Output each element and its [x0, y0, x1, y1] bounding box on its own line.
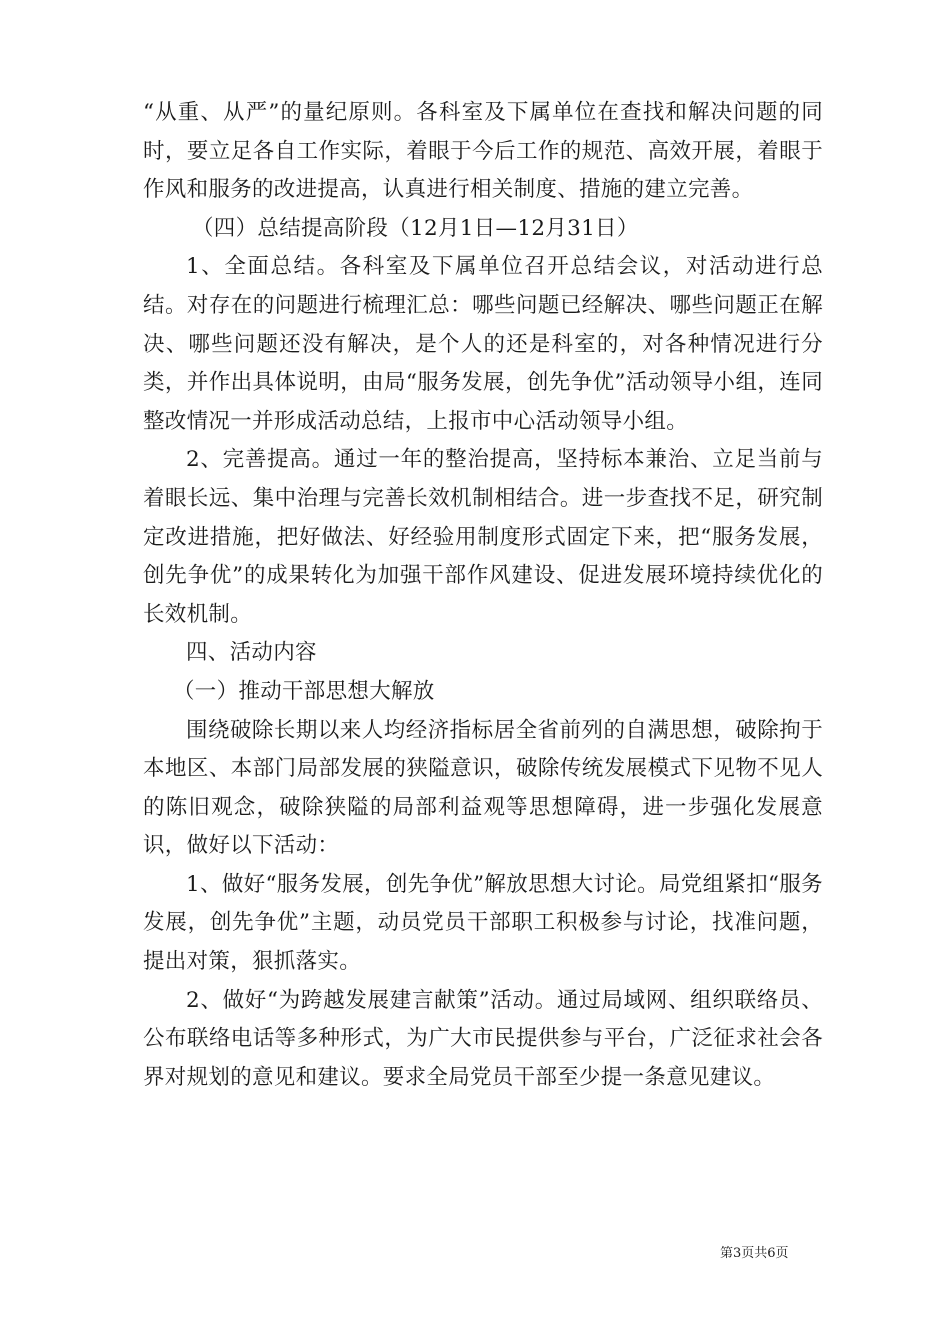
paragraph-suggestion-activity: 2、做好“为跨越发展建言献策”活动。通过局域网、组织联络员、公布联络电话等多种形式，为广大市民提供参与平台，广泛征求社会各界对规划的意见和建议。要求全局党员干部至少提一条意见建议。 [143, 987, 823, 1090]
section-heading-activity-content: 四、活动内容 [186, 640, 317, 666]
subsection-heading-thought-liberation: （一）推动干部思想大解放 [173, 678, 435, 704]
paragraph-comprehensive-summary: 1、全面总结。各科室及下属单位召开总结会议，对活动进行总结。对存在的问题进行梳理汇总：哪些问题已经解决、哪些问题正在解决、哪些问题还没有解决，是个人的还是科室的，对各种情况进行分类，并作出具体说明，由局“服务发展，创先争优”活动领导小组，连同整改情况一并形成活动总结，上报市中心活动领导小组。 [143, 254, 823, 434]
paragraph-discussion-activity: 1、做好“服务发展，创先争优”解放思想大讨论。局党组紧扣“服务发展，创先争优”主题，动员党员干部职工积极参与讨论，找准问题，提出对策，狠抓落实。 [143, 871, 823, 975]
paragraph-continuation: “从重、从严”的量纪原则。各科室及下属单位在查找和解决问题的同时，要立足各自工作实际，着眼于今后工作的规范、高效开展，着眼于作风和服务的改进提高，认真进行相关制度、措施的建立完善。 [143, 100, 823, 203]
section-heading-summary-stage: （四）总结提高阶段（12月1日—12月31日） [192, 215, 639, 241]
page-number-footer: 第3页共6页 [720, 1246, 789, 1261]
document-body [143, 94, 823, 1097]
paragraph-improvement: 2、完善提高。通过一年的整治提高，坚持标本兼治、立足当前与着眼长远、集中治理与完善长效机制相结合。进一步查找不足，研究制定改进措施，把好做法、好经验用制度形式固定下来，把“服务发展，创先争优”的成果转化为加强干部作风建设、促进发展环境持续优化的长效机制。 [143, 447, 823, 627]
paragraph-break-through-thinking: 围绕破除长期以来人均经济指标居全省前列的自满思想，破除拘于本地区、本部门局部发展的狭隘意识，破除传统发展模式下见物不见人的陈旧观念，破除狭隘的局部利益观等思想障碍，进一步强化发展意识，做好以下活动： [143, 717, 823, 859]
